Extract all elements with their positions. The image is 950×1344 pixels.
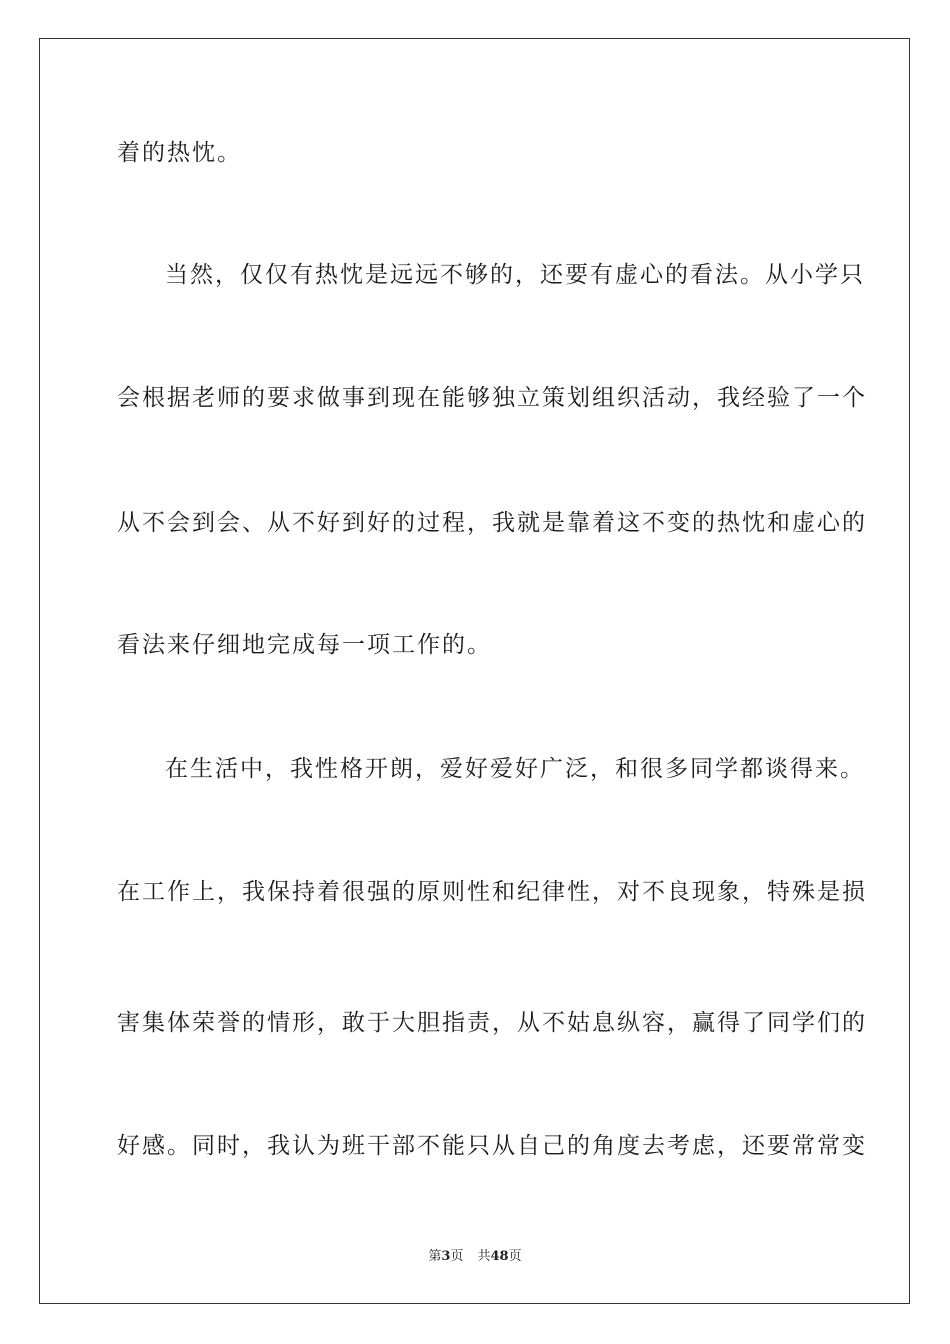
text-line-5: 看法来仔细地完成每一项工作的。 <box>117 632 492 658</box>
page-suffix: 页 <box>450 1249 464 1264</box>
page-prefix: 第 <box>428 1249 442 1264</box>
text-line-1: 着的热忱。 <box>117 140 242 166</box>
text-line-2: 当然，仅仅有热忱是远远不够的，还要有虚心的看法。从小学只 <box>165 262 865 288</box>
page-footer <box>0 1248 950 1266</box>
total-suffix: 页 <box>508 1249 522 1264</box>
text-line-6: 在生活中，我性格开朗，爱好爱好广泛，和很多同学都谈得来。 <box>165 756 865 782</box>
text-line-9: 好感。同时，我认为班干部不能只从自己的角度去考虑，还要常常变 <box>117 1133 867 1159</box>
text-line-4: 从不会到会、从不好到好的过程，我就是靠着这不变的热忱和虚心的 <box>117 510 867 536</box>
total-prefix: 共 <box>477 1249 491 1264</box>
page-number: 3 <box>441 1249 451 1264</box>
total-pages: 48 <box>490 1249 509 1264</box>
text-line-7: 在工作上，我保持着很强的原则性和纪律性，对不良现象，特殊是损 <box>117 879 867 905</box>
text-line-3: 会根据老师的要求做事到现在能够独立策划组织活动，我经验了一个 <box>117 385 867 411</box>
page-border <box>39 38 910 1304</box>
text-line-8: 害集体荣誉的情形，敢于大胆指责，从不姑息纵容，赢得了同学们的 <box>117 1010 867 1036</box>
